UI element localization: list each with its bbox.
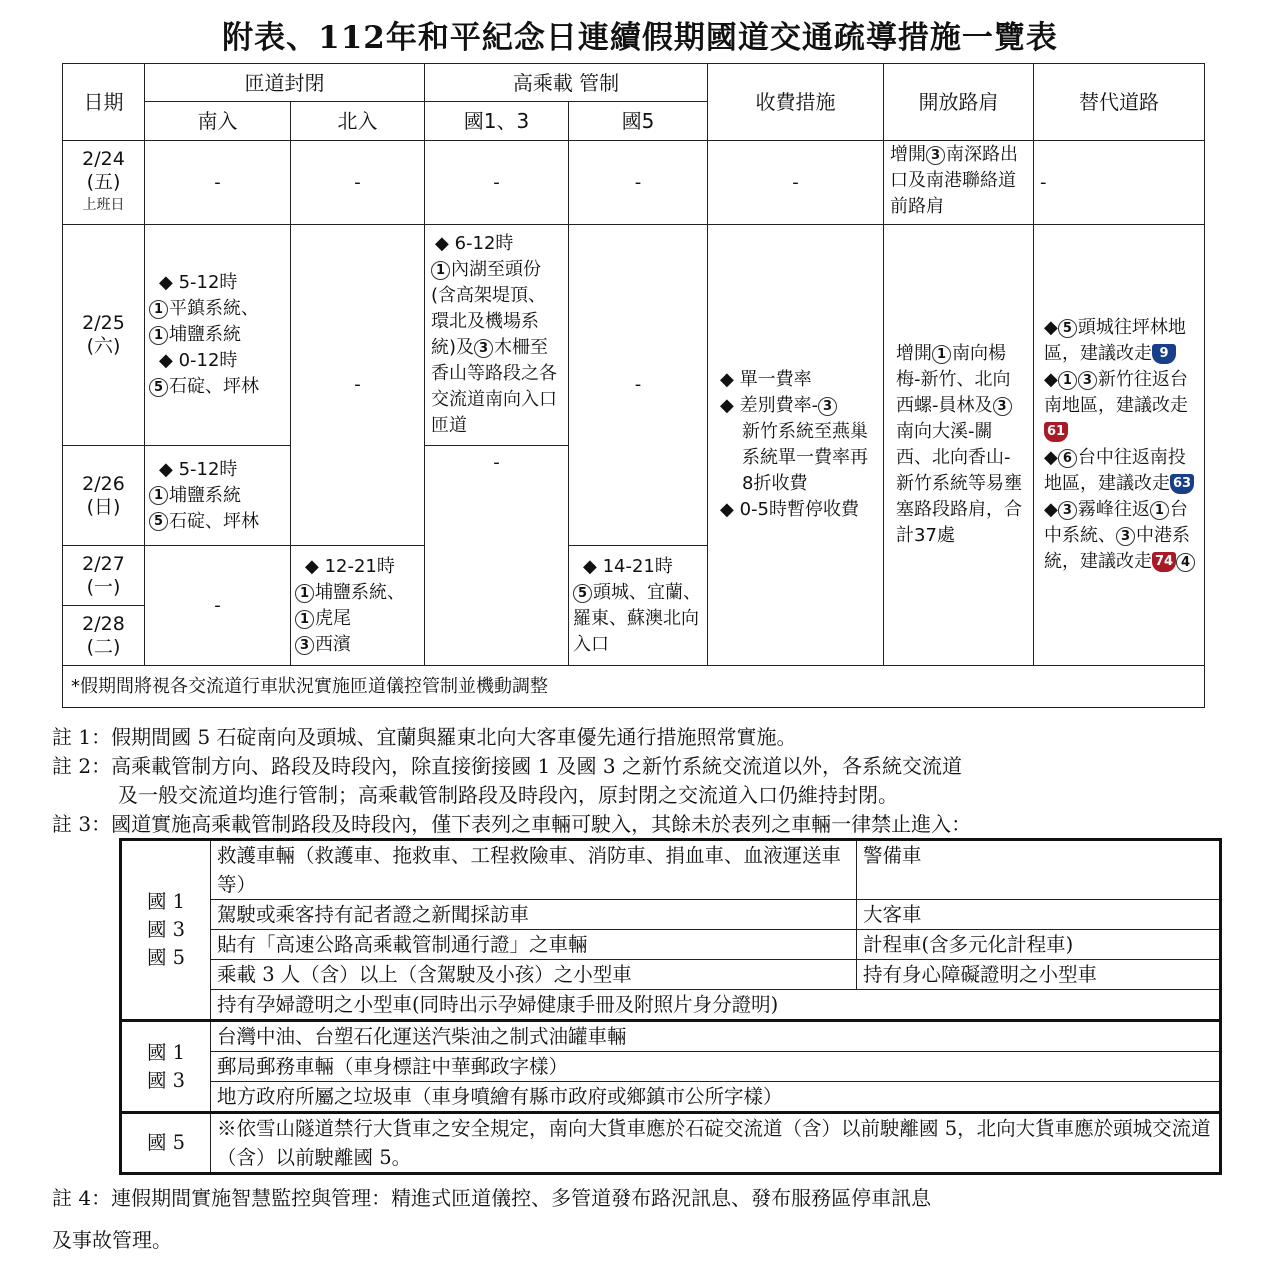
- freeway-3-icon: 3: [1058, 501, 1077, 520]
- group-n1n3n5: 國 1 國 3 國 5: [121, 840, 211, 1021]
- note-2: 註 2：高乘載管制方向、路段及時段內，除直接銜接國 1 及國 3 之新竹系統交流道以外，各系統交流道: [52, 754, 962, 778]
- freeway-3-icon: 3: [818, 397, 837, 416]
- header-ramp-closure: 匝道封閉: [145, 64, 425, 102]
- date-cell: 2/28 (二): [63, 606, 145, 666]
- freeway-1-icon: 1: [932, 345, 951, 364]
- hov-n1n3-225: ◆ 6-12時 1 內湖至頭份 (含高架堤頂、環北及機場系統)及 3 木柵至香山等路段之各交流道南向入口匝道: [425, 225, 569, 446]
- freeway-3-icon: 3: [993, 397, 1012, 416]
- freeway-5-icon: 5: [149, 378, 168, 397]
- hov-exempt-vehicles-table: 國 1 國 3 國 5 救護車輛（救護車、拖救車、工程救險車、消防車、捐血車、血液運送車等） 警備車 駕駛或乘客持有記者證之新聞採訪車 大客車 貼有「高速公路高乘載管制通行證」之車輛 計程車(含多元化計程車) 乘載 3 人（含）以上（含駕駛及小孩）之小型車 持有身心障礙證明之小型車 持有孕婦證明之小型車(同時出示孕婦健康手冊及附照片身分證明) 國 1 國 3 台灣中油、台塑石化運送汽柴油之制式油罐車輛 郵局郵務車輛（車身標註中華郵政字樣） 地方政府所屬之垃圾車（車身噴繪有縣市政府或鄉鎮市公所字樣） 國 5 ※依雪山隧道禁行大貨車之安全規定，南向大貨車應於石碇交流道（含）以前駛離國 5，北向大貨車應於頭城交流道（含）以前駛離國 5。: [119, 838, 1222, 1175]
- note-4: 註 4：連假期間實施智慧監控與管理：精進式匝道儀控、多管道發布路況訊息、發布服務區停車訊息: [52, 1186, 932, 1210]
- note-3: 註 3：國道實施高乘載管制路段及時段內，僅下表列之車輛可駛入，其餘未於表列之車輛一律禁止進入：: [52, 812, 972, 836]
- freeway-3-icon: 3: [1078, 371, 1097, 390]
- freeway-3-icon: 3: [474, 339, 493, 358]
- header-shoulder: 開放路肩: [884, 64, 1034, 141]
- header-hov-n1n3: 國1、3: [425, 102, 569, 141]
- header-date: 日期: [63, 64, 145, 141]
- south-in-226: ◆ 5-12時 1 埔鹽系統 5 石碇、坪林: [145, 446, 291, 546]
- table-footnote: *假期間將視各交流道行車狀況實施匝道儀控管制並機動調整: [63, 666, 1205, 708]
- note-1: 註 1：假期間國 5 石碇南向及頭城、宜蘭與羅東北向大客車優先通行措施照常實施。: [52, 725, 797, 749]
- freeway-5-icon: 5: [1058, 319, 1077, 338]
- freeway-1-icon: 1: [295, 610, 314, 629]
- freeway-3-icon: 3: [1116, 527, 1135, 546]
- measures-table: 日期 匝道封閉 高乘載 管制 收費措施 開放路肩 替代道路 南入 北入 國1、3 國5 2/24 (五) 上班日 - - - - - 增開 3 南深路出口及南港聯絡道前路肩 - 2/25 (六) ◆ 5-12時 1 平鎮系統、 1 埔鹽系統 ◆ 0-12時 5 石碇、坪林 - ◆ 6-12時 1 內湖至頭份 (含高架堤頂、環北及機場系統)及 3 木柵至香山等路段之各交流道南向入口匝道 - ◆ 單一費率 ◆ 差別費率- 3 新竹系統至燕巢系統單一費率再8折收費 ◆ 0-5時暫停收費 增開 1 南向楊梅-新竹、北向西螺-員林及 3南向大溪-關西、北向香山-新竹系統等易壅塞路段路肩，合計37處 ◆ 5 頭城往坪林地區，建議改走 9 ◆ 1 3 新竹往返台南地區，建議改走61 ◆ 6 台中往返南投地區，建議改走 63 ◆ 3 霧峰往返 1 台中系統、 3 中港系統，建議改走 74 4 2/26 (日) ◆ 5-12時 1 埔鹽系統 5 石碇、坪林 - 2/27 (一) - ◆ 12-21時 1 埔鹽系統、 1 虎尾 3 西濱 ◆ 14-21時 5 頭城、宜蘭、 羅東、蘇澳北向入口 2/28 (二) *假期間將視各交流道行車狀況實施匝道儀控管制並機動調整: [62, 63, 1205, 708]
- freeway-1-icon: 1: [149, 300, 168, 319]
- freeway-3-icon: 3: [926, 146, 945, 165]
- north-in-227: ◆ 12-21時 1 埔鹽系統、 1 虎尾 3 西濱: [291, 546, 425, 666]
- freeway-1-icon: 1: [431, 261, 450, 280]
- date-cell: 2/26 (日): [63, 446, 145, 546]
- freeway-5-icon: 5: [573, 584, 592, 603]
- freeway-1-icon: 1: [1150, 501, 1169, 520]
- header-toll: 收費措施: [708, 64, 884, 141]
- group-n1n3: 國 1 國 3: [121, 1021, 211, 1113]
- page-title: 附表、112年和平紀念日連續假期國道交通疏導措施一覽表: [222, 20, 1058, 56]
- date-cell: 2/24 (五) 上班日: [63, 141, 145, 225]
- header-north-in: 北入: [291, 102, 425, 141]
- freeway-6-icon: 6: [1058, 449, 1077, 468]
- freeway-5-icon: 5: [149, 512, 168, 531]
- header-alternative: 替代道路: [1034, 64, 1205, 141]
- freeway-3-icon: 3: [295, 636, 314, 655]
- provincial-9-icon: 9: [1152, 344, 1176, 364]
- date-cell: 2/25 (六): [63, 225, 145, 446]
- date-cell: 2/27 (一): [63, 546, 145, 606]
- group-n5: 國 5: [121, 1113, 211, 1174]
- toll-measures: ◆ 單一費率 ◆ 差別費率- 3 新竹系統至燕巢系統單一費率再8折收費 ◆ 0-5時暫停收費: [708, 225, 884, 666]
- header-south-in: 南入: [145, 102, 291, 141]
- alt-224: -: [1034, 141, 1205, 225]
- freeway-1-icon: 1: [1058, 371, 1077, 390]
- alt-routes: ◆ 5 頭城往坪林地區，建議改走 9 ◆ 1 3 新竹往返台南地區，建議改走61 ◆ 6 台中往返南投地區，建議改走 63 ◆ 3 霧峰往返 1 台中系統、 3 中港系統，建議改走 74 4: [1034, 225, 1205, 666]
- header-hov-n5: 國5: [569, 102, 708, 141]
- shoulder-224: 增開 3 南深路出口及南港聯絡道前路肩: [884, 141, 1034, 225]
- note-2-cont: 及一般交流道均進行管制；高乘載管制路段及時段內，原封閉之交流道入口仍維持封閉。: [118, 783, 898, 807]
- expressway-74-icon: 74: [1152, 552, 1176, 572]
- expressway-61-icon: 61: [1044, 422, 1068, 442]
- freeway-1-icon: 1: [295, 584, 314, 603]
- note-4-cont: 及事故管理。: [52, 1228, 172, 1252]
- shoulder-main: 增開 1 南向楊梅-新竹、北向西螺-員林及 3南向大溪-關西、北向香山-新竹系統等易壅塞路段路肩，合計37處: [884, 225, 1034, 666]
- south-in-225: ◆ 5-12時 1 平鎮系統、 1 埔鹽系統 ◆ 0-12時 5 石碇、坪林: [145, 225, 291, 446]
- header-hov: 高乘載 管制: [425, 64, 708, 102]
- freeway-1-icon: 1: [149, 326, 168, 345]
- expressway-63-icon: 63: [1170, 474, 1194, 494]
- hov-n5-227: ◆ 14-21時 5 頭城、宜蘭、 羅東、蘇澳北向入口: [569, 546, 708, 666]
- freeway-4-icon: 4: [1176, 553, 1195, 572]
- freeway-1-icon: 1: [149, 486, 168, 505]
